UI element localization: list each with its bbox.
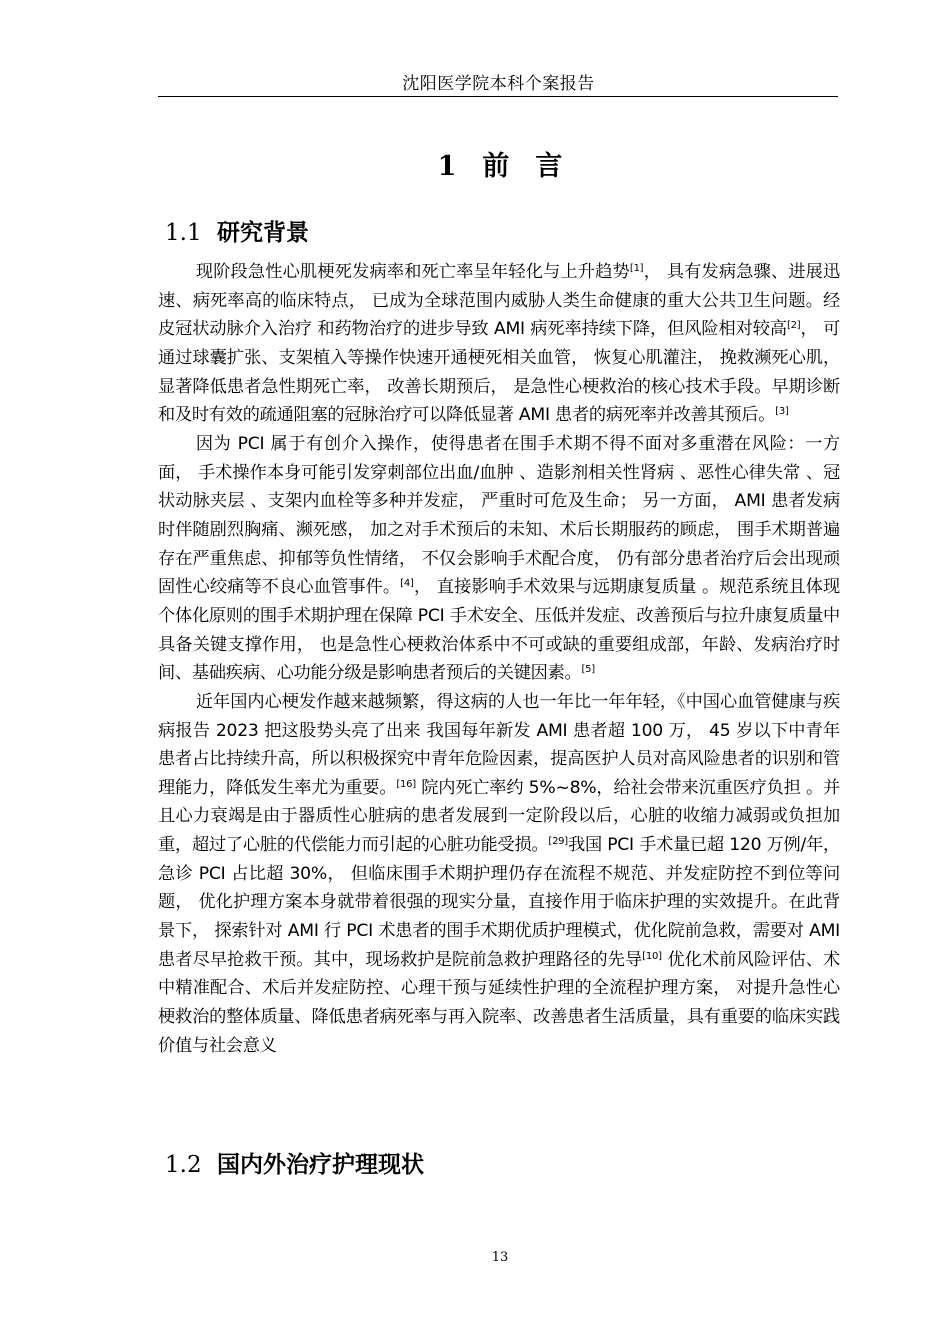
citation: [2] — [786, 320, 801, 332]
citation: [10] — [642, 950, 662, 962]
page-header: 沈阳医学院本科个案报告 — [402, 74, 595, 94]
paragraph-1 — [158, 258, 840, 430]
paragraph-text: 院内死亡率约 5%~8%，给社会带来沉重医疗负担 。并且心力衰竭是由于器质性心脏病的患者发展到一定阶段以后，心脏的收缩力减弱或负担加重，超过了心脏的代偿能力而引起的心脏功能受损。 — [158, 777, 840, 856]
citation: [4] — [400, 578, 414, 590]
paragraph-text: ， 可通过球囊扩张、支架植入等操作快速开通梗死相关血管， 恢复心肌灌注， 挽救濒死心肌， 显著降低患者急性期死亡率， 改善长期预后， 是急性心梗救治的核心技术手段。早期诊断和及时有效的疏通阻塞的冠脉治疗可以降低显著 AMI 患者的病死率并改善其预后。 — [158, 319, 840, 426]
paragraph-text: 我国 PCI 手术量已超 120 万例/年， 急诊 PCI 占比超 30%， 但临床围手术期护理仍存在流程不规范、并发症防控不到位等问题， 优化护理方案本身就带着很强的现实分量，直接作用于临床护理的实效提升。在此背景下， 探索针对 AMI 行 PCI 术患者的围手术期优质护理模式，优化院前急救，需要对 AMI 患者尽早抢救干预。其中，现场救护是院前急救护理路径的先导 — [158, 835, 840, 970]
section-title: 国内外治疗护理现状 — [217, 1152, 424, 1178]
chapter-number: 1 — [437, 151, 457, 182]
section-number: 1.1 — [165, 220, 202, 246]
chapter-title — [160, 150, 840, 184]
citation: [3] — [775, 406, 789, 418]
citation: [5] — [581, 664, 595, 676]
citation: [1] — [629, 263, 644, 274]
paragraph-text: ， 具有发病急骤、进展迅速、病死率高的临床特点， 已成为全球范围内威胁人类生命健康的重大公共卫生问题。经皮冠状动脉介入治疗 和药物治疗的进步导致 AMI 病死率持续下降，但风险相对较高 — [158, 262, 840, 340]
paragraph-text: ， 直接影响手术效果与远期康复质量 。规范系统且体现个体化原则的围手术期护理在保障 PCI 手术安全、压低并发症、改善预后与拉升康复质量中具备关键支撑作用， 也是急性心梗救治体系中不可或缺的重要组成部，年龄、发病治疗时间、基础疾病、心功能分级是影响患者预后的关键因素。 — [158, 577, 840, 684]
chapter-title-text: 前言 — [482, 151, 589, 182]
paragraph-2 — [158, 430, 840, 688]
section-title: 研究背景 — [217, 220, 309, 246]
paragraph-text: 近年国内心梗发作越来越频繁，得这病的人也一年比一年年轻，《中国心血管健康与疾病报告 2023 把这股势头亮了出来 我国每年新发 AMI 患者超 100 万， 45 岁以下中青年患者占比持续升高，所以积极探究中青年危险因素，提高医护人员对高风险患者的识别和管理能力，降低发生率尤为重要。 — [158, 691, 840, 798]
section-heading-1-2 — [165, 1150, 424, 1180]
section-number: 1.2 — [165, 1152, 202, 1178]
citation: [29] — [548, 836, 568, 848]
citation: [16] — [396, 778, 416, 790]
page-number: 13 — [491, 1250, 509, 1265]
paragraph-text: 优化术前风险评估、术中精准配合、术后并发症防控、心理干预与延续性护理的全流程护理方案， 对提升急性心梗救治的整体质量、降低患者病死率与再入院率、改善患者生活质量，具有重要的临床实践价值与社会意义 — [158, 949, 840, 1056]
body-text — [158, 258, 840, 1060]
paragraph-text: 现阶段急性心肌梗死发病率和死亡率呈年轻化与上升趋势 — [195, 262, 630, 282]
header-divider — [158, 96, 838, 97]
paragraph-3 — [158, 688, 840, 1061]
section-heading-1-1 — [165, 218, 309, 248]
paragraph-text: 因为 PCI 属于有创介入操作，使得患者在围手术期不得不面对多重潜在风险：一方面， 手术操作本身可能引发穿刺部位出血/血肿 、造影剂相关性肾病 、恶性心律失常 、冠状动脉夹层 、支架内血栓等多种并发症， 严重时可危及生命； 另一方面， AMI 患者发病时伴随剧烈胸痛、濒死感， 加之对手术预后的未知、术后长期服药的顾虑， 围手术期普遍存在严重焦虑、抑郁等负性情绪， 不仅会影响手术配合度， 仍有部分患者治疗后会出现顽固性心绞痛等不良心血管事件。 — [158, 433, 840, 598]
